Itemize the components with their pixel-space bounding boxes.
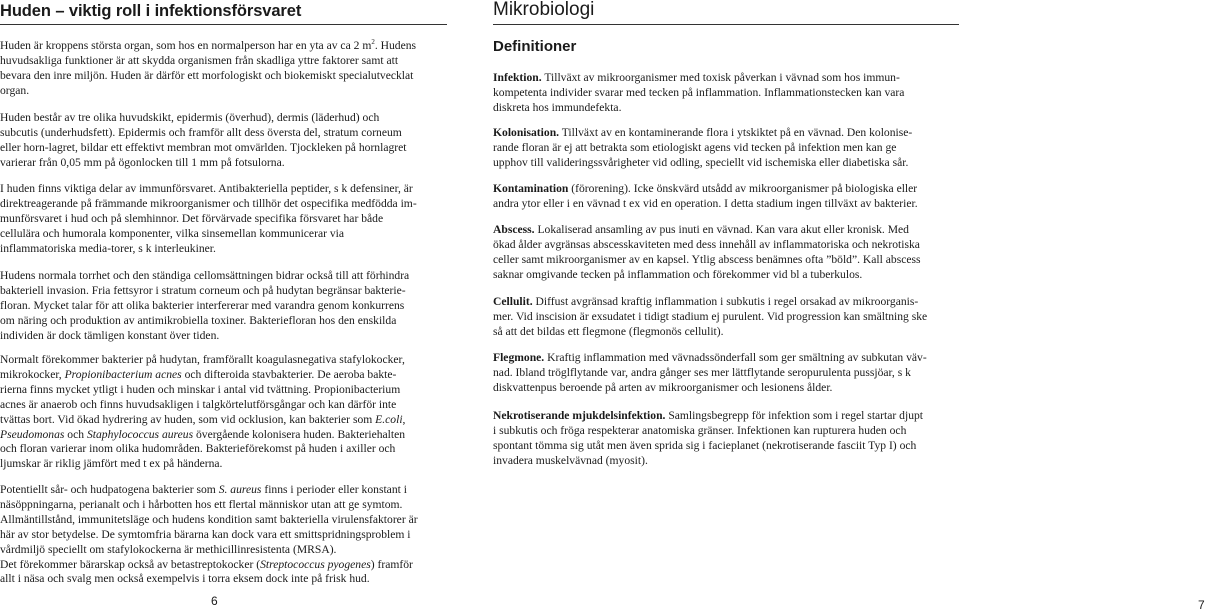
definition-first-line <box>493 182 959 197</box>
definition-first-line <box>493 223 959 238</box>
text-line: vårdmiljö speciellt om stafylokockerna är methicillinresistenta (MRSA). <box>0 542 337 556</box>
text-line: invadera muskelvävnad (myosit). <box>493 453 648 467</box>
paragraph-immune-system <box>0 182 447 257</box>
text-line: organ. <box>0 83 30 97</box>
text-line: individen är dock tämligen konstant över tiden. <box>0 328 220 342</box>
text-line: upphov till valideringssvårigheter vid odling, speciellt vid ischemiska eller diabetiska sår. <box>493 155 909 169</box>
text-line: Potentiellt sår- och hudpatogena bakterier som S. aureus finns i perioder eller konstant i <box>0 483 407 496</box>
left-page-title: Huden – viktig roll i infektionsförsvaret <box>0 2 302 20</box>
text-line: munförsvaret i hud och på slemhinnor. Det förvärvade specifika försvaret har både <box>0 211 384 225</box>
text-line: och floran varierar inom olika hudområden. Bakterieförekomst på huden i axiller och <box>0 442 396 456</box>
text-line: varierar från 0,05 mm på ögonlocken till 1 mm på fotsulorna. <box>0 155 285 169</box>
page-number-right: 7 <box>1198 598 1205 612</box>
text-line: rande floran är ej att betrakta som etiologiskt agens vid tecken på infektion men kan ge <box>493 140 897 154</box>
definition-first-line <box>493 71 959 86</box>
text-line: tvättas bort. Vid ökad hydrering av huden, som vid ocklusion, kan bakterier som E.coli, <box>0 412 406 426</box>
paragraph-skin-layers <box>0 111 447 171</box>
text-line: bevara den inre miljön. Huden är därför ett morfologiskt och biokemiskt specialutvecklat <box>0 68 414 82</box>
text-line: ökad ålder avgränsas abscesskaviteten med dess innehåll av inflammatoriska och nekrotiska <box>493 237 920 251</box>
page-number-left: 6 <box>211 594 218 608</box>
text-line: andra ytor eller i en vävnad t ex vid en operation. I detta stadium ingen tillväxt av bakterier. <box>493 196 918 210</box>
definition-term: Kolonisation. <box>493 126 560 139</box>
text-line: Samlingsbegrepp för infektion som i regel startar djupt <box>665 409 924 422</box>
text-line: mer. Vid inscision är exsudatet i tidigt stadium ej purulent. Vid progression kan smältning ske <box>493 309 928 323</box>
definition-nekrotiserande <box>493 409 959 469</box>
text-line: mikrokocker, Propionibacterium acnes och difteroida stavbakterier. De aeroba bakte- <box>0 367 397 381</box>
text-line: bakteriell invasion. Fria fettsyror i stratum corneum och på hudytan begränsar bakterie- <box>0 283 406 297</box>
text-line: rierna finns mycket ytligt i huden och minskar i antal vid tvättning. Propionibacterium <box>0 382 401 396</box>
definition-term: Nekrotiserande mjukdelsinfektion. <box>493 409 666 422</box>
text-line: celler samt mikroorganismer av en kapsel. Ytlig abscess benämnes ofta ”böld”. Kall abscess <box>493 252 921 266</box>
text-line: näsöppningarna, perianalt och i hårbotten hos ett flertal människor utan att ge symtom. <box>0 497 403 511</box>
text-line: saknar omgivande tecken på inflammation och förekommer vid bl a tuberkulos. <box>493 267 863 281</box>
definition-abscess <box>493 223 959 283</box>
text-line: huvudsakliga funktioner är att skydda organismen från skadliga yttre faktorer samt att <box>0 53 399 67</box>
text-line: I huden finns viktiga delar av immunförsvaret. Antibakteriella peptider, s k defensiner, är <box>0 182 413 195</box>
definition-infektion <box>493 71 959 116</box>
section-heading: Definitioner <box>493 38 577 55</box>
text-line: subcutis (underhudsfett). Epidermis och framför allt dess översta del, stratum corneum <box>0 125 402 139</box>
text-line: Kraftig inflammation med vävnadssönderfall som ger smältning av subkutan väv- <box>544 351 927 364</box>
text-line: diskreta hos immundefekta. <box>493 100 622 114</box>
text-line: nad. Ibland tröglflytande var, andra gånger ses mer lättflytande seropurulenta pussjöar, s k <box>493 365 911 379</box>
definition-term: Flegmone. <box>493 351 545 364</box>
text-line: ljumskar är riklig jämfört med t ex på händerna. <box>0 457 223 471</box>
text-line: så att det bildas ett flegmone (flegmonös cellulit). <box>493 324 724 338</box>
text-line: Normalt förekommer bakterier på hudytan, framförallt koagulasnegativa stafylokocker, <box>0 353 405 366</box>
text-line: floran. Mycket talar för att olika bakterier interfererar med varandra genom konkurrens <box>0 298 405 312</box>
right-page-title: Mikrobiologi <box>493 0 595 20</box>
definition-term: Infektion. <box>493 71 542 84</box>
text-line: Lokaliserad ansamling av pus inuti en vävnad. Kan vara akut eller kronisk. Med <box>534 223 909 236</box>
text-line: (förorening). Icke önskvärd utsådd av mikroorganismer på biologiska eller <box>568 182 918 195</box>
definition-term: Kontamination <box>493 182 569 195</box>
definition-first-line <box>493 409 959 424</box>
paragraph-dryness <box>0 269 447 344</box>
text-line: i subkutis och fröga respekterar anatomiska gränser. Infektionen kan rupturera huden och <box>493 423 907 437</box>
text-line: om näring och produktion av antimikrobiella toxiner. Bakteriefloran hos den enskilda <box>0 313 397 327</box>
title-underline <box>0 24 447 25</box>
text-line: Pseudomonas och Staphylococcus aureus övergående kolonisera huden. Bakteriehalten <box>0 427 406 441</box>
text-line: diskvattenpus beroende på arten av mikroorganismer och lesionens ålder. <box>493 380 833 394</box>
definition-cellulit <box>493 295 959 340</box>
text-line: eller horn-lagret, bildar ett effektivt membran mot omvärlden. Tjockleken på hornlagret <box>0 140 407 154</box>
text-line: Det förekommer bärarskap också av betastreptokocker (Streptococcus pyogenes) framför <box>0 557 413 571</box>
definition-term: Cellulit. <box>493 295 533 308</box>
text-line: cellulära och humorala komponenter, vilka sinsemellan kommunicerar via <box>0 226 345 240</box>
text-line: Huden är kroppens största organ, som hos en normalperson har en yta av ca 2 $m^2$. Hudens <box>0 38 417 52</box>
paragraph-pathogens <box>0 483 447 587</box>
text-line: Hudens normala torrhet och den ständiga cellomsättningen bidrar också till att förhindra <box>0 269 410 282</box>
definition-flegmone <box>493 351 959 396</box>
text-line: direktreagerande på främmande mikroorganismer och tillhör det ospecifika medfödda im- <box>0 196 417 210</box>
text-line: Tillväxt av en kontaminerande flora i ytskiktet på en vävnad. Den kolonise- <box>559 126 913 139</box>
text-line: spontant tömma sig utåt men även sprida sig i facieplanet (nekrotiserande fasciit Typ I) och <box>493 438 917 452</box>
text-line: kompetenta individer svarar med tecken på inflammation. Inflammationstecken kan vara <box>493 85 905 99</box>
definition-kolonisation <box>493 126 959 171</box>
definition-kontamination <box>493 182 959 212</box>
text-line: Diffust avgränsad kraftig inflammation i subkutis i regel orsakad av mikroorganis- <box>532 295 919 308</box>
paragraph-skin-organ <box>0 39 447 99</box>
text-line: allt i näsa och svalg men också exempelvis i torra eksem dock inte på frisk hud. <box>0 572 370 586</box>
text-line: Tillväxt av mikroorganismer med toxisk påverkan i vävnad som hos immun- <box>541 71 900 84</box>
definition-first-line <box>493 126 959 141</box>
text-line: inflammatoriska media-torer, s k interleukiner. <box>0 241 216 255</box>
title-underline <box>493 24 959 25</box>
definition-first-line <box>493 295 959 310</box>
text-line: här av stor betydelse. De symtomfria bärarna kan dock vara ett smittspridningsproblem i <box>0 527 411 541</box>
definition-term: Abscess. <box>493 223 535 236</box>
definition-first-line <box>493 351 959 366</box>
text-line: Allmäntillstånd, immunitetsläge och hudens kondition samt bakteriella virulensfaktorer är <box>0 512 418 526</box>
paragraph-normal-flora <box>0 353 447 472</box>
text-line: acnes är anaerob och finns huvudsakligen i talgkörtelutförsgångar och kan därför inte <box>0 397 397 411</box>
text-line: Huden består av tre olika huvudskikt, epidermis (överhud), dermis (läderhud) och <box>0 111 380 124</box>
